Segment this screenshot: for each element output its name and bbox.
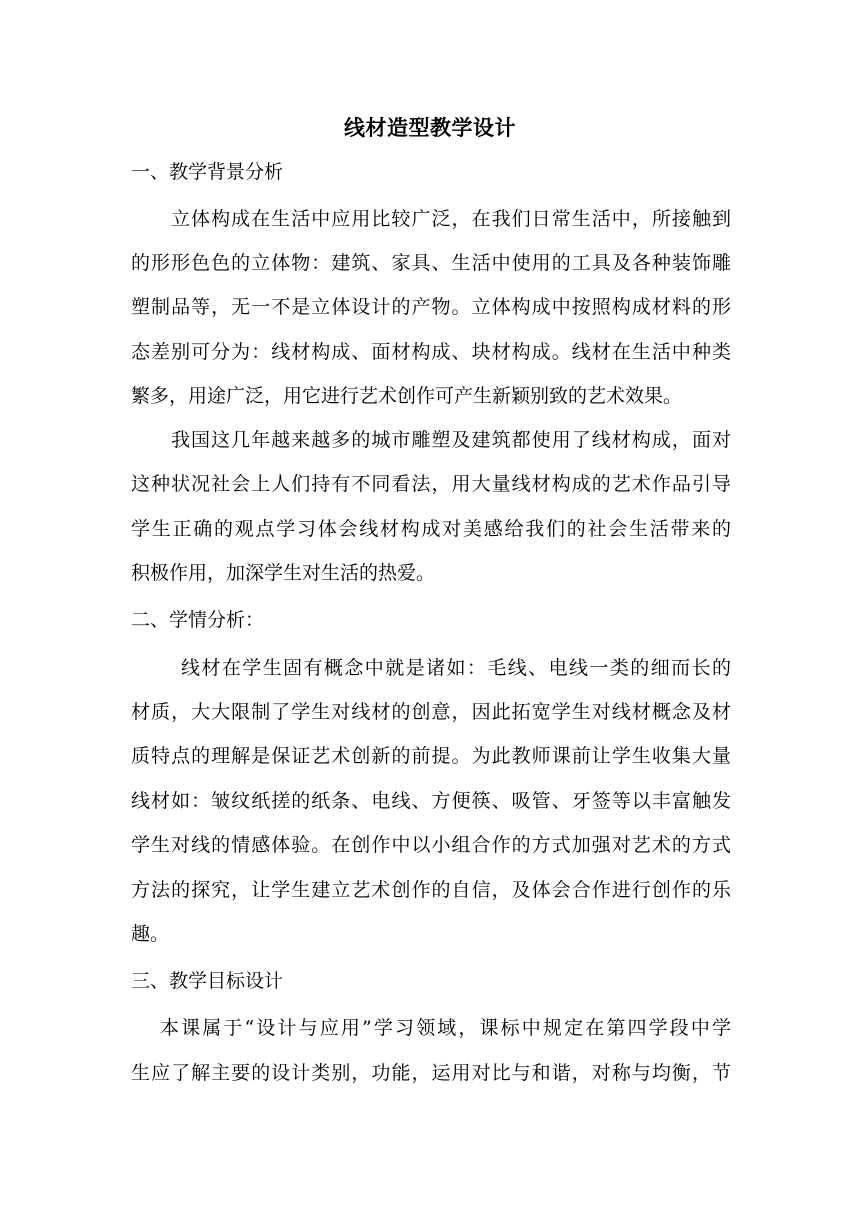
paragraph-line: 这种状况社会上人们持有不同看法，用大量线材构成的艺术作品引导 [131,473,731,495]
paragraph-line: 线材在学生固有概念中就是诸如：毛线、电线一类的细而长的 [181,657,731,679]
paragraph-line: 的形形色色的立体物：建筑、家具、生活中使用的工具及各种装饰雕 [131,252,731,274]
paragraph-line: 材质，大大限制了学生对线材的创意，因此拓宽学生对线材概念及材 [131,701,731,723]
document-title: 线材造型教学设计 [344,115,516,140]
section-heading-background: 一、教学背景分析 [131,161,284,183]
paragraph-line: 繁多，用途广泛，用它进行艺术创作可产生新颖别致的艺术效果。 [131,385,683,407]
paragraph-line: 学生正确的观点学习体会线材构成对美感给我们的社会生活带来的 [131,518,731,540]
paragraph-line: 趣。 [131,923,170,945]
paragraph-line: 塑制品等，无一不是立体设计的产物。立体构成中按照构成材料的形 [131,296,731,318]
paragraph-line: 方法的探究，让学生建立艺术创作的自信，及体会合作进行创作的乐 [131,879,731,901]
section-heading-teaching-goals: 三、教学目标设计 [131,970,284,992]
paragraph-line: 积极作用，加深学生对生活的热爱。 [131,562,436,584]
section-heading-learner-analysis: 二、学情分析： [131,609,265,631]
paragraph-line: 学生对线的情感体验。在创作中以小组合作的方式加强对艺术的方式 [131,834,731,856]
paragraph-line: 态差别可分为：线材构成、面材构成、块材构成。线材在生活中种类 [131,341,731,363]
paragraph-line: 质特点的理解是保证艺术创新的前提。为此教师课前让学生收集大量 [131,745,731,767]
paragraph-line: 立体构成在生活中应用比较广泛，在我们日常生活中，所接触到 [171,208,731,230]
paragraph-line: 我国这几年越来越多的城市雕塑及建筑都使用了线材构成，面对 [171,429,731,451]
paragraph-line: 线材如：皱纹纸搓的纸条、电线、方便筷、吸管、牙签等以丰富触发 [131,790,731,812]
paragraph-line: 生应了解主要的设计类别，功能，运用对比与和谐，对称与均衡，节 [131,1062,731,1084]
paragraph-line: 本课属于“设计与应用”学习领域，课标中规定在第四学段中学 [160,1017,731,1039]
